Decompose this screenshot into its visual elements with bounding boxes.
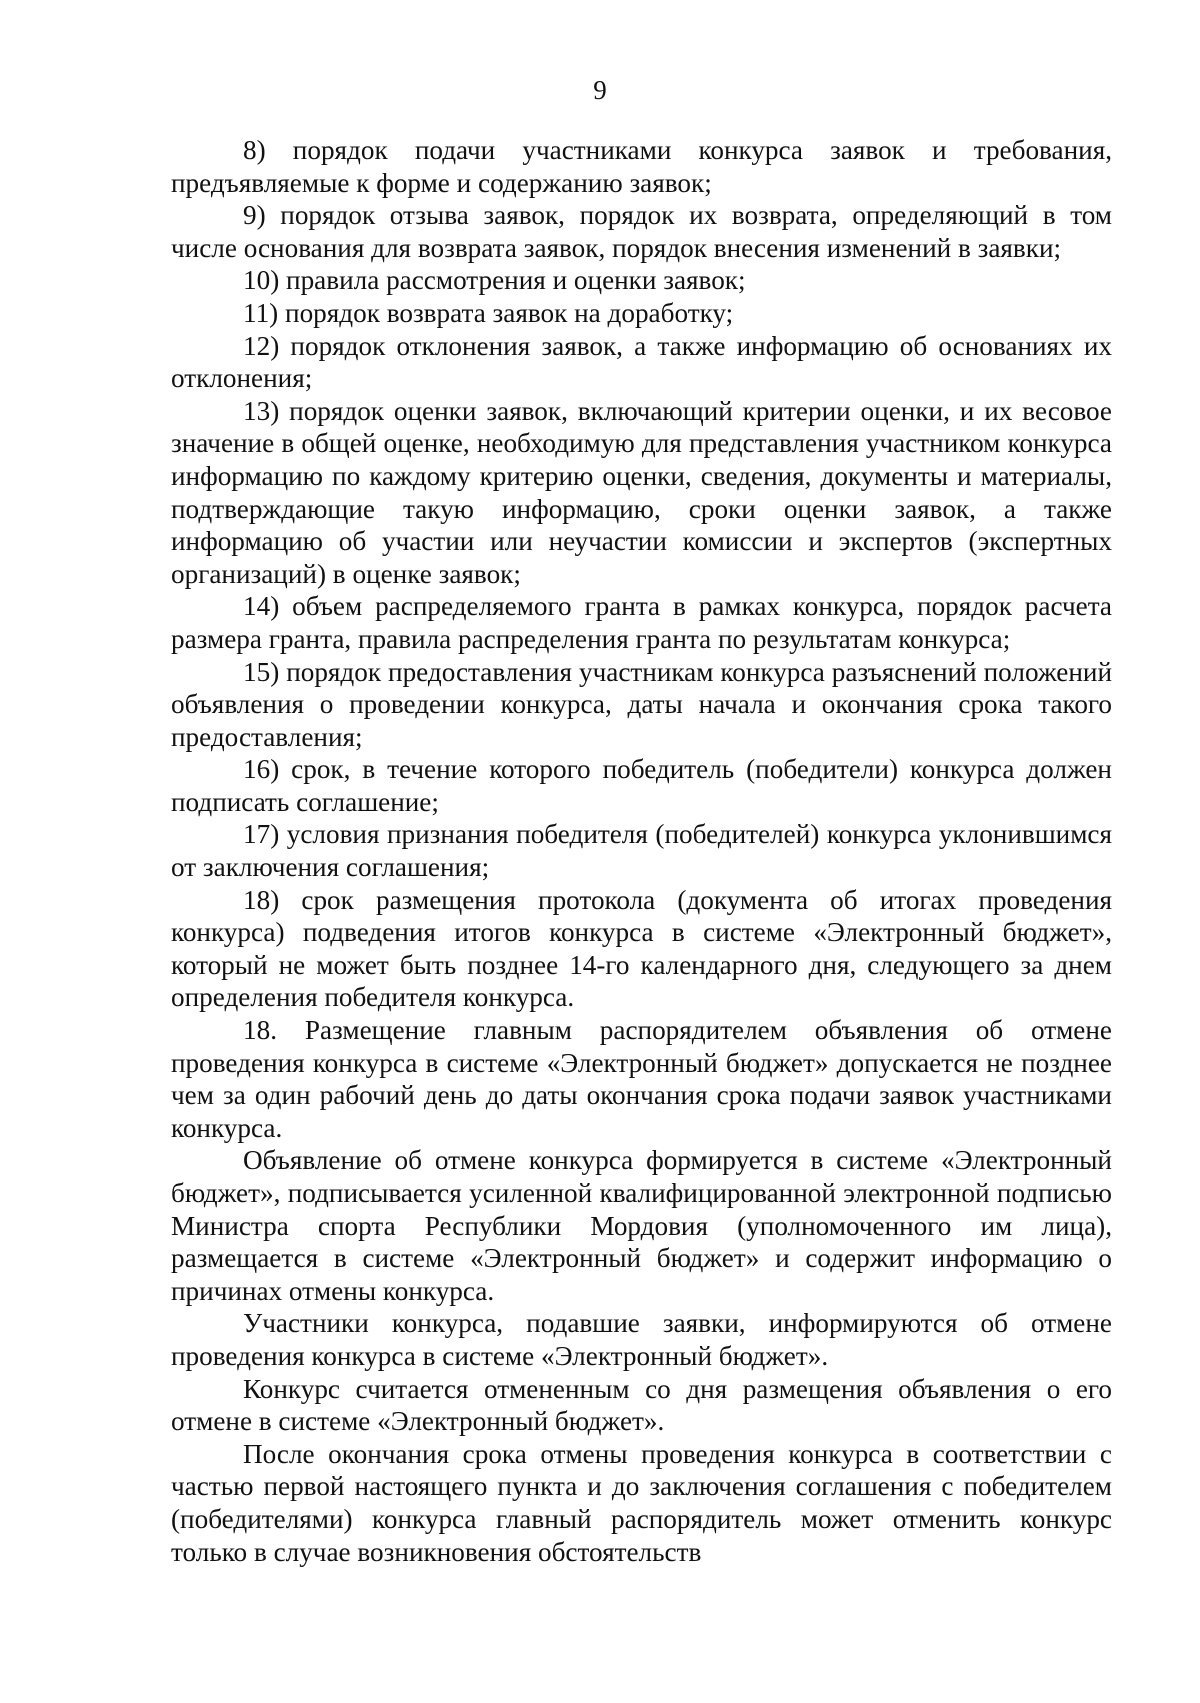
paragraph-after-cancellation: После окончания срока отмены проведения конкурса в соответствии с частью первой настоящего пункта и до заключения соглашения с победителем (победителями) конкурса главный распорядитель может отменить конкурс только в случае возникновения обстоятельств bbox=[171, 1438, 1112, 1567]
paragraph-item-17: 17) условия признания победителя (победителей) конкурса уклонившимся от заключения соглашения; bbox=[171, 819, 1112, 883]
paragraph-participants-informed: Участники конкурса, подавшие заявки, информируются об отмене проведения конкурса в системе «Электронный бюджет». bbox=[171, 1308, 1112, 1371]
paragraph-item-11: 11) порядок возврата заявок на доработку; bbox=[243, 297, 734, 328]
paragraph-item-18: 18) срок размещения протокола (документа об итогах проведения конкурса) подведения итогов конкурса в системе «Электронный бюджет», который не может быть позднее 14-го календарного дня, следующего за днем определения победителя конкурса. bbox=[171, 884, 1112, 1013]
paragraph-cancellation-notice: Объявление об отмене конкурса формируется в системе «Электронный бюджет», подписывается усиленной квалифицированной электронной подписью Министра спорта Республики Мордовия (уполномоченного им лица), размещается в системе «Электронный бюджет» и содержит информацию о причинах отмены конкурса. bbox=[171, 1145, 1112, 1306]
paragraph-item-13: 13) порядок оценки заявок, включающий критерии оценки, и их весовое значение в общей оценке, необходимую для представления участником конкурса информацию по каждому критерию оценки, сведения, документы и материалы, подтверждающие такую информацию, сроки оценки заявок, а также информацию об участии или неучастии комиссии и экспертов (экспертных организаций) в оценке заявок; bbox=[171, 395, 1112, 589]
paragraph-item-8: 8) порядок подачи участниками конкурса заявок и требования, предъявляемые к форме и содержанию заявок; bbox=[171, 135, 1112, 198]
paragraph-item-9: 9) порядок отзыва заявок, порядок их возврата, определяющий в том числе основания для возврата заявок, порядок внесения изменений в заявки; bbox=[171, 200, 1112, 263]
document-body bbox=[171, 134, 1112, 1568]
paragraph-clause-18: 18. Размещение главным распорядителем объявления об отмене проведения конкурса в системе «Электронный бюджет» допускается не позднее чем за один рабочий день до даты окончания срока подачи заявок участниками конкурса. bbox=[171, 1015, 1112, 1143]
paragraph-item-14: 14) объем распределяемого гранта в рамках конкурса, порядок расчета размера гранта, правила распределения гранта по результатам конкурса; bbox=[171, 591, 1112, 654]
paragraph-cancelled-date: Конкурс считается отмененным со дня размещения объявления о его отмене в системе «Электронный бюджет». bbox=[171, 1373, 1112, 1437]
paragraph-item-12: 12) порядок отклонения заявок, а также информацию об основаниях их отклонения; bbox=[171, 330, 1112, 394]
paragraph-item-10: 10) правила рассмотрения и оценки заявок; bbox=[243, 265, 746, 296]
page-number: 9 bbox=[593, 75, 607, 105]
paragraph-item-16: 16) срок, в течение которого победитель (победители) конкурса должен подписать соглашение; bbox=[171, 754, 1112, 817]
paragraph-item-15: 15) порядок предоставления участникам конкурса разъяснений положений объявления о проведении конкурса, даты начала и окончания срока такого предоставления; bbox=[171, 656, 1112, 752]
